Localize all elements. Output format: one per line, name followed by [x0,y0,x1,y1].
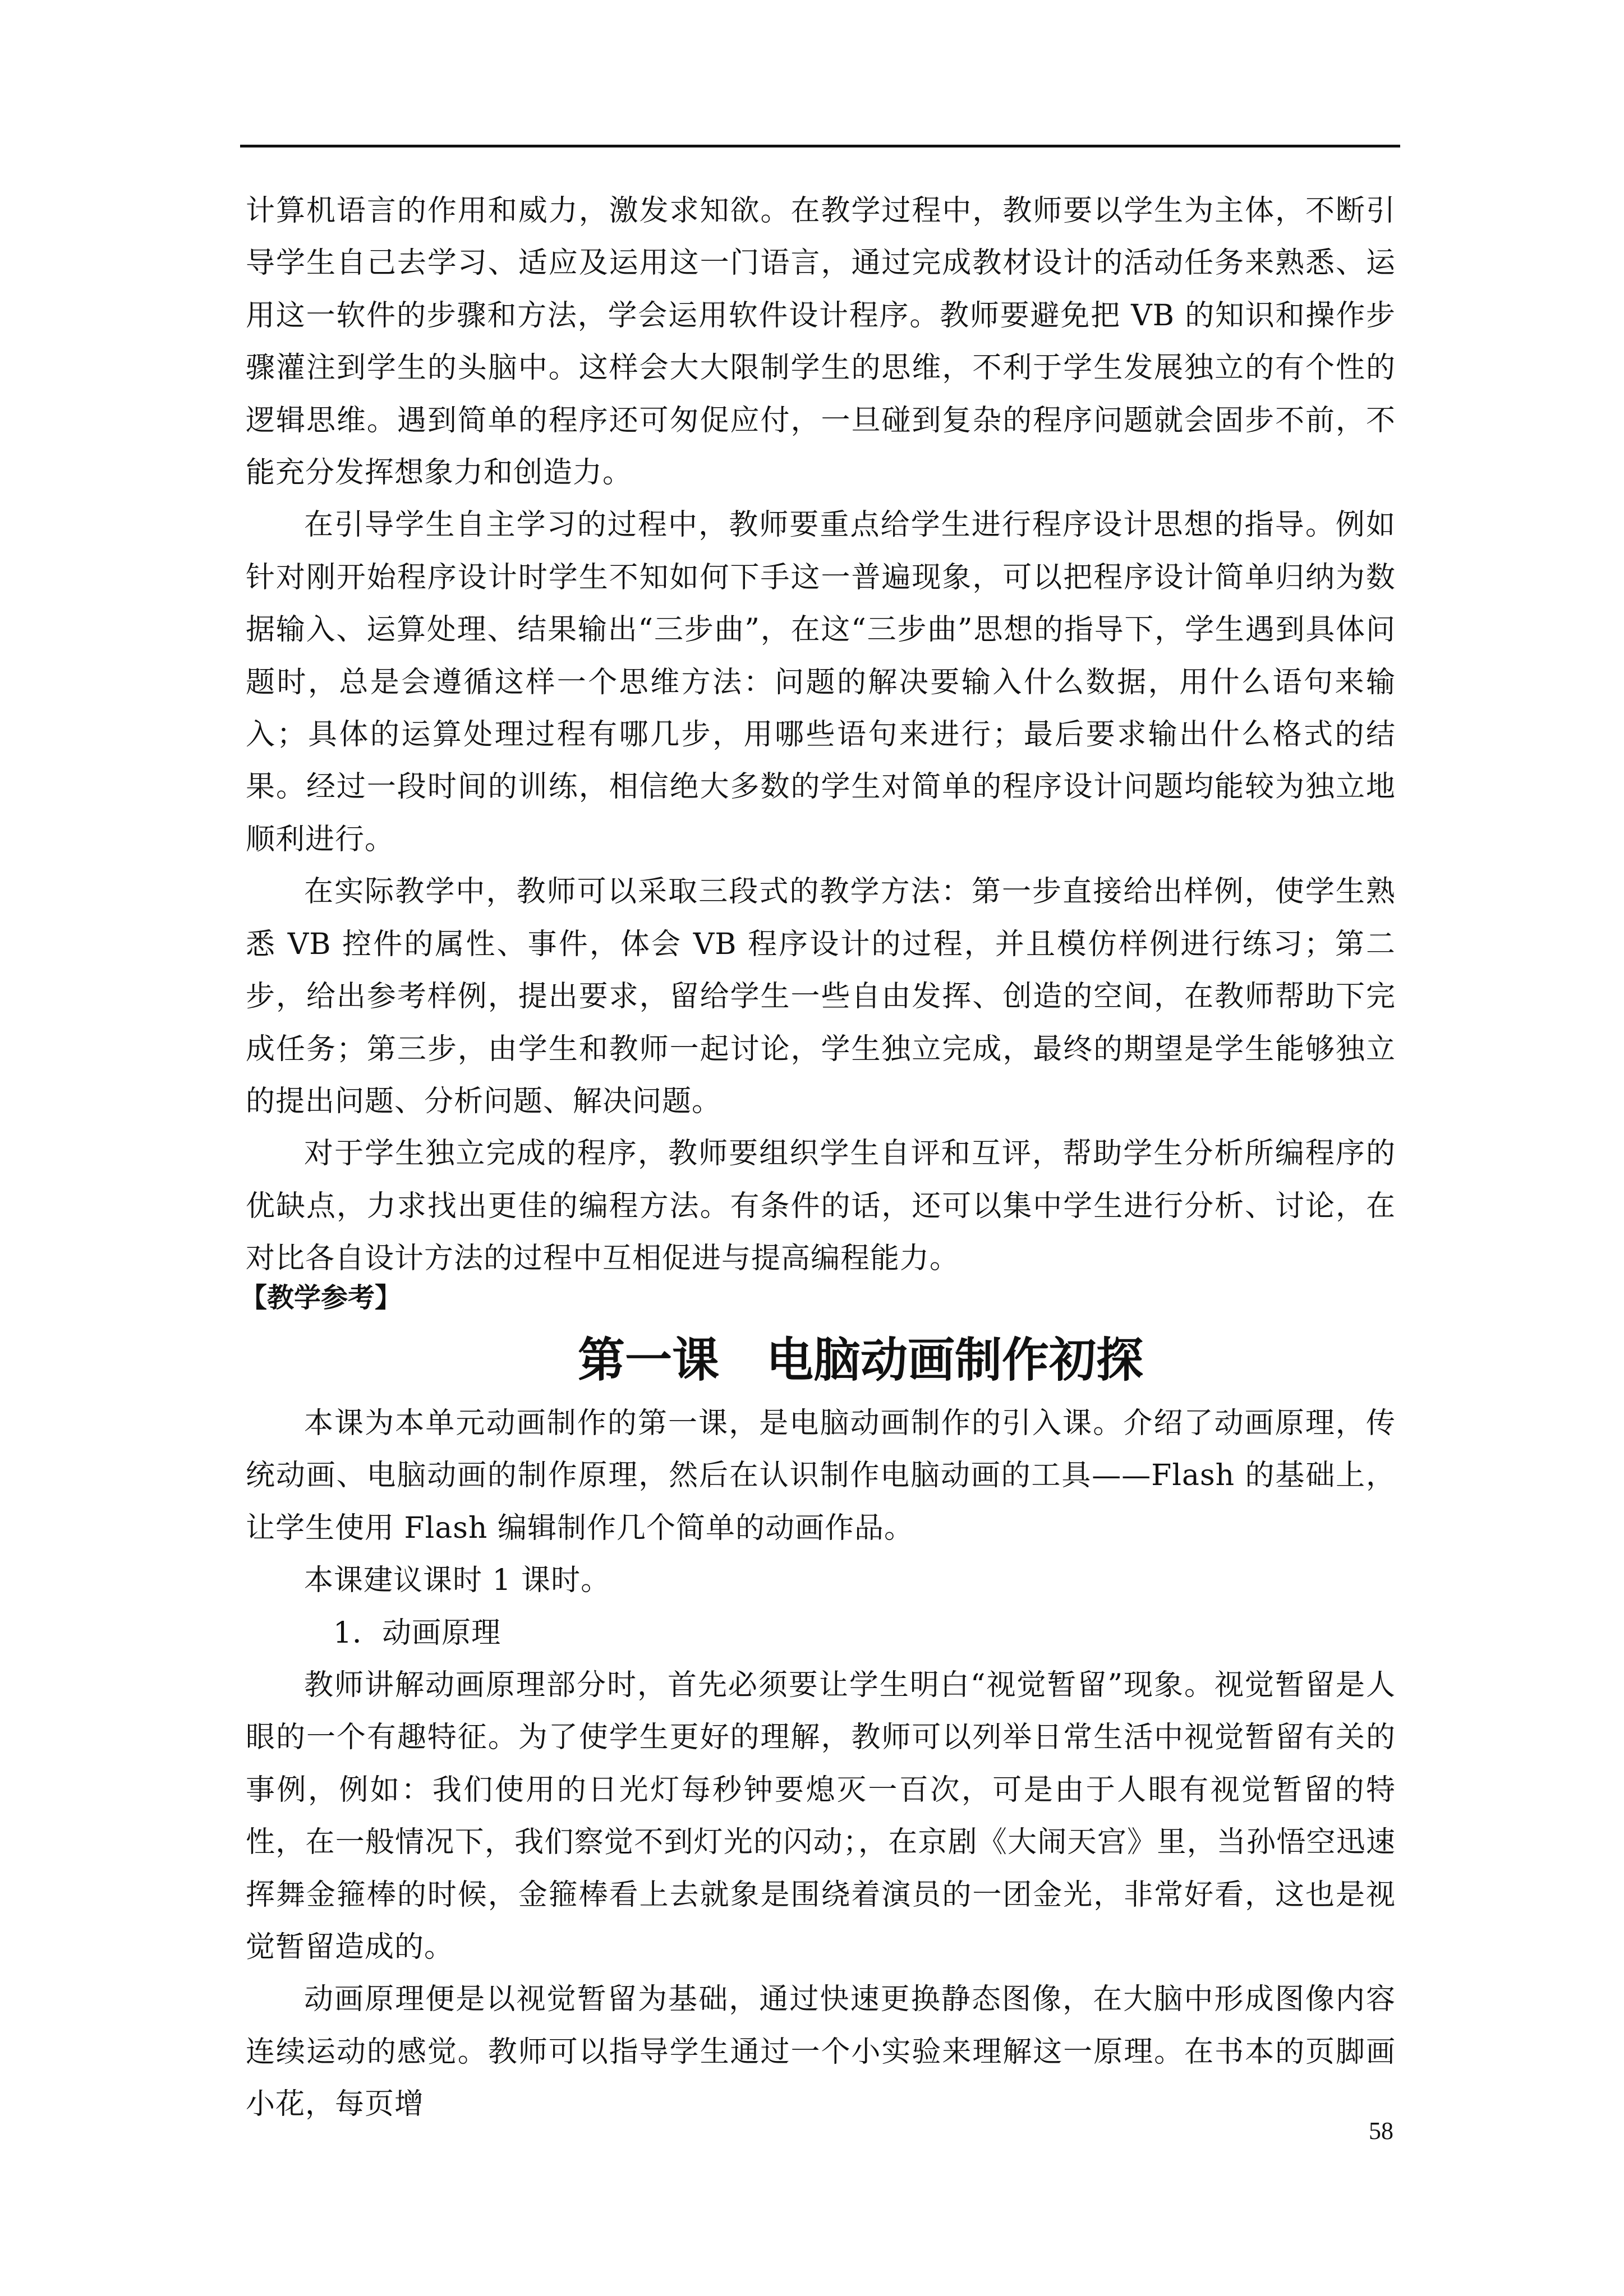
header-rule [240,145,1400,147]
paragraph: 本课为本单元动画制作的第一课，是电脑动画制作的引入课。介绍了动画原理，传统动画、电脑动画的制作原理，然后在认识制作电脑动画的工具——Flash 的基础上，让学生使用 Flash 编辑制作几个简单的动画作品。 [246,1407,1396,1545]
lesson-title: 第一课 电脑动画制作初探 [578,1333,1144,1387]
paragraph: 动画原理便是以视觉暂留为基础，通过快速更换静态图像，在大脑中形成图像内容连续运动的感觉。教师可以指导学生通过一个小实验来理解这一原理。在书本的页脚画小花，每页增 [246,1983,1396,2122]
numbered-heading: 1．动画原理 [333,1616,502,1650]
paragraph: 教师讲解动画原理部分时，首先必须要让学生明白“视觉暂留”现象。视觉暂留是人眼的一个有趣特征。为了使学生更好的理解，教师可以列举日常生活中视觉暂留有关的事例，例如：我们使用的日光灯每秒钟要熄灭一百次，可是由于人眼有视觉暂留的特性，在一般情况下，我们察觉不到灯光的闪动；，在京剧《大闹天宫》里，当孙悟空迅速挥舞金箍棒的时候，金箍棒看上去就象是围绕着演员的一团金光，非常好看，这也是视觉暂留造成的。 [246,1668,1396,1965]
body-text [246,185,1396,1285]
lesson-body [246,1398,1396,2131]
paragraph: 在引导学生自主学习的过程中，教师要重点给学生进行程序设计思想的指导。例如针对刚开始程序设计时学生不知如何下手这一普遍现象，可以把程序设计简单归纳为数据输入、运算处理、结果输出“三步曲”，在这“三步曲”思想的指导下，学生遇到具体问题时，总是会遵循这样一个思维方法：问题的解决要输入什么数据，用什么语句来输入；具体的运算处理过程有哪几步，用哪些语句来进行；最后要求输出什么格式的结果。经过一段时间的训练，相信绝大多数的学生对简单的程序设计问题均能较为独立地顺利进行。 [246,508,1396,856]
section-label: 【教学参考】 [240,1282,402,1313]
paragraph: 对于学生独立完成的程序，教师要组织学生自评和互评，帮助学生分析所编程序的优缺点，力求找出更佳的编程方法。有条件的话，还可以集中学生进行分析、讨论，在对比各自设计方法的过程中互相促进与提高编程能力。 [246,1137,1396,1276]
page-number: 58 [1369,2117,1393,2145]
paragraph: 在实际教学中，教师可以采取三段式的教学方法：第一步直接给出样例，使学生熟悉 VB 控件的属性、事件，体会 VB 程序设计的过程，并且模仿样例进行练习；第二步，给出参考样例，提出要求，留给学生一些自由发挥、创造的空间，在教师帮助下完成任务；第三步，由学生和教师一起讨论，学生独立完成，最终的期望是学生能够独立的提出问题、分析问题、解决问题。 [246,875,1396,1118]
paragraph: 本课建议课时 1 课时。 [304,1564,611,1598]
paragraph: 计算机语言的作用和威力，激发求知欲。在教学过程中，教师要以学生为主体，不断引导学生自己去学习、适应及运用这一门语言，通过完成教材设计的活动任务来熟悉、运用这一软件的步骤和方法，学会运用软件设计程序。教师要避免把 VB 的知识和操作步骤灌注到学生的头脑中。这样会大大限制学生的思维，不利于学生发展独立的有个性的逻辑思维。遇到简单的程序还可匆促应付，一旦碰到复杂的程序问题就会固步不前，不能充分发挥想象力和创造力。 [246,194,1396,490]
